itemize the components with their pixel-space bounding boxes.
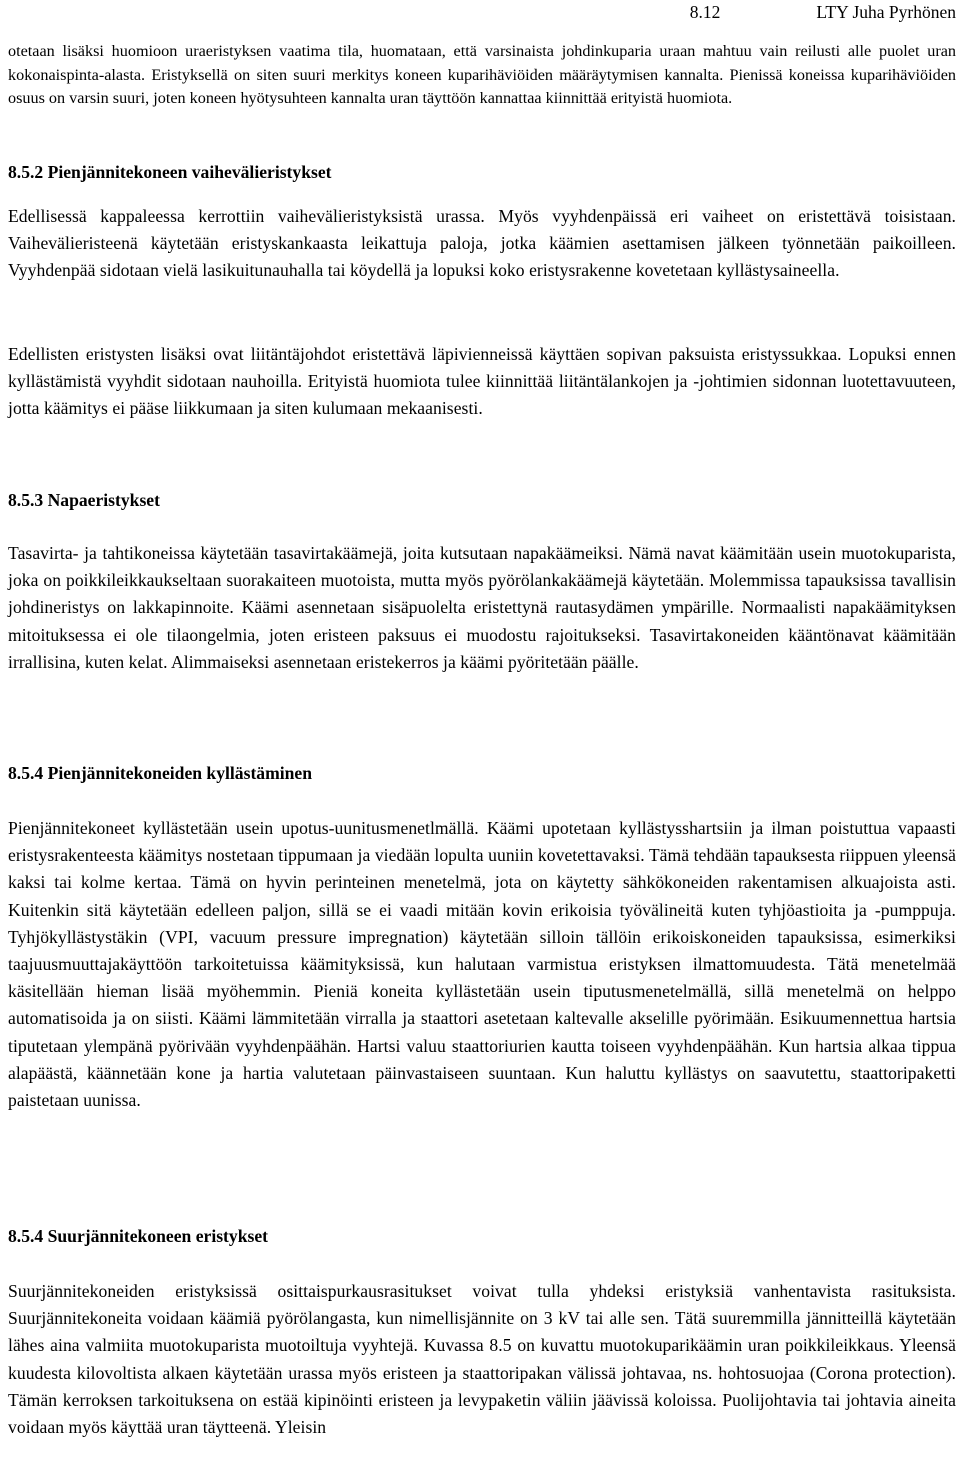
section-hv-insulation <box>8 1224 956 1248</box>
section-phase-insulation <box>8 160 956 184</box>
header-author: LTY Juha Pyrhönen <box>816 2 956 22</box>
section-hv-insulation-body <box>8 1278 956 1441</box>
page-header <box>690 0 956 24</box>
section-heading: 8.5.4 Suurjännitekoneen eristykset <box>8 1226 269 1246</box>
section-phase-insulation-body-1 <box>8 203 956 285</box>
section-heading: 8.5.2 Pienjännitekoneen vaihevälieristykset <box>8 162 332 182</box>
body-paragraph: Suurjännitekoneiden eristyksissä osittaispurkausrasitukset voivat tulla yhdeksi eristyksiä vanhentavista rasituksista. Suurjännitekoneita voidaan käämiä pyörölangasta, kun nimellisjännite on 3 kV tai alle sen. Tätä suuremmilla jännitteillä käytetään lähes aina valmiita muotokuparista muotoiltuja vyyhtejä. Kuvassa 8.5 on kuvattu muotokuparikäämin uran poikkileikkaus. Yleensä kuudesta kilovoltista alkaen käytetään urassa myös eristeen ja staattoripakan välissä johtavaa, ns. hohtosuojaa (Corona protection). Tämän kerroksen tarkoituksena on estää kipinöinti eristeen ja levypaketin väliin jäävissä koloissa. Puolijohtavia tai johtavia aineita voidaan myös käyttää uran täytteenä. Yleisin <box>8 1281 956 1438</box>
section-heading: 8.5.3 Napaeristykset <box>8 490 160 510</box>
section-lv-impregnation <box>8 761 956 785</box>
section-pole-insulation <box>8 488 956 512</box>
section-heading: 8.5.4 Pienjännitekoneiden kyllästäminen <box>8 763 313 783</box>
body-paragraph: Tasavirta- ja tahtikoneissa käytetään tasavirtakäämejä, joita kutsutaan napakäämeiksi. Nämä navat käämitään usein muotokuparista, joka on poikkileikkaukseltaan suorakaiteen muotoista, mutta myös pyörölankakäämejä käytetään. Molemmissa tapauksissa tavallisin johdineristys on lakkapinnoite. Käämi asennetaan sisäpuolelta eristettynä rautasydämen ympärille. Normaalisti napakäämityksen mitoituksessa ei ole tilaongelmia, joten eristeen paksuus ei muodostu rajoitukseksi. Tasavirtakoneiden kääntönavat käämitään irrallisina, kuten kelat. Alimmaiseksi asennetaan eristekerros ja käämi pyöritetään päälle. <box>8 543 956 672</box>
intro-paragraph: otetaan lisäksi huomioon uraeristyksen vaatima tila, huomataan, että varsinaista johdinkuparia uraan mahtuu vain reilusti alle puolet uran kokonaispinta-alasta. Eristyksellä on siten suuri merkitys koneen kuparihäviöiden määräytymisen kannalta. Pienissä koneissa kuparihäviöiden osuus on varsin suuri, joten koneen hyötysuhteen kannalta uran täyttöön kannattaa kiinnittää erityistä huomiota. <box>8 42 956 107</box>
body-paragraph: Pienjännitekoneet kyllästetään usein upotus-uunitusmenetlmällä. Käämi upotetaan kyllästysshartsiin ja ilman poistuttua vapaasti eristysrakenteesta käämitys nostetaan tippumaan ja viedään lopulta uuniin kovetettavaksi. Tämä tehdään tapauksesta riippuen yleensä kaksi tai kolme kertaa. Tämä on hyvin perinteinen menetelmä, jota on käytetty sähkökoneiden rakentamisen alkuajoista asti. Kuitenkin sitä käytetään edelleen paljon, sillä se ei vaadi mitään kovin erikoisia työvälineitä kuten tyhjöastioita ja -pumppuja. Tyhjökyllästystäkin (VPI, vacuum pressure impregnation) käytetään silloin tällöin erikoiskoneiden tapauksissa, esimerkiksi taajuusmuuttajakäyttöön tarkoitetuissa käämityksissä, kun halutaan varmistua eristyksen ilmattomuudesta. Tätä menetelmää käsitellään hieman lisää myöhemmin. Pieniä koneita kyllästetään usein tiputusmenetelmällä, sillä menetelmä on helppo automatisoida ja on siisti. Käämi lämmitetään virralla ja staattori asetetaan kaltevalle akselille pyörimään. Esikuumennettua hartsia tiputetaan ylempänä pyörivään vyyhdenpäähän. Hartsi valuu staattoriurien kautta toiseen vyyhdenpäähän. Kun hartsia alkaa tippua alapäästä, käännetään kone ja hartia valutetaan päinvastaiseen suuntaan. Kun haluttu kyllästys on saavutettu, staattoripaketti paistetaan uunissa. <box>8 818 956 1111</box>
body-paragraph: Edellisten eristysten lisäksi ovat liitäntäjohdot eristettävä läpivienneissä käyttäen sopivan paksuista eristyssukkaa. Lopuksi ennen kyllästämistä vyyhdit sidotaan nauhoilla. Erityistä huomiota tulee kiinnittää liitäntälankojen ja -johtimien sidonnan luotettavuuteen, jotta käämitys ei pääse liikkumaan ja siten kulumaan mekaanisesti. <box>8 344 956 419</box>
page-number: 8.12 <box>689 2 721 22</box>
section-pole-insulation-body <box>8 540 956 676</box>
intro-block <box>8 40 956 111</box>
body-paragraph: Edellisessä kappaleessa kerrottiin vaihevälieristyksistä urassa. Myös vyyhdenpäissä eri vaiheet on eristettävä toisistaan. Vaihevälieristeenä käytetään eristyskankaasta leikattuja paloja, jotka käämien asettamisen jälkeen työnnetään paikoilleen. Vyyhdenpää sidotaan vielä lasikuitunauhalla tai köydellä ja lopuksi koko eristysrakenne kovetetaan kyllästysaineella. <box>8 206 956 281</box>
section-lv-impregnation-body <box>8 815 956 1114</box>
section-phase-insulation-body-2 <box>8 341 956 423</box>
